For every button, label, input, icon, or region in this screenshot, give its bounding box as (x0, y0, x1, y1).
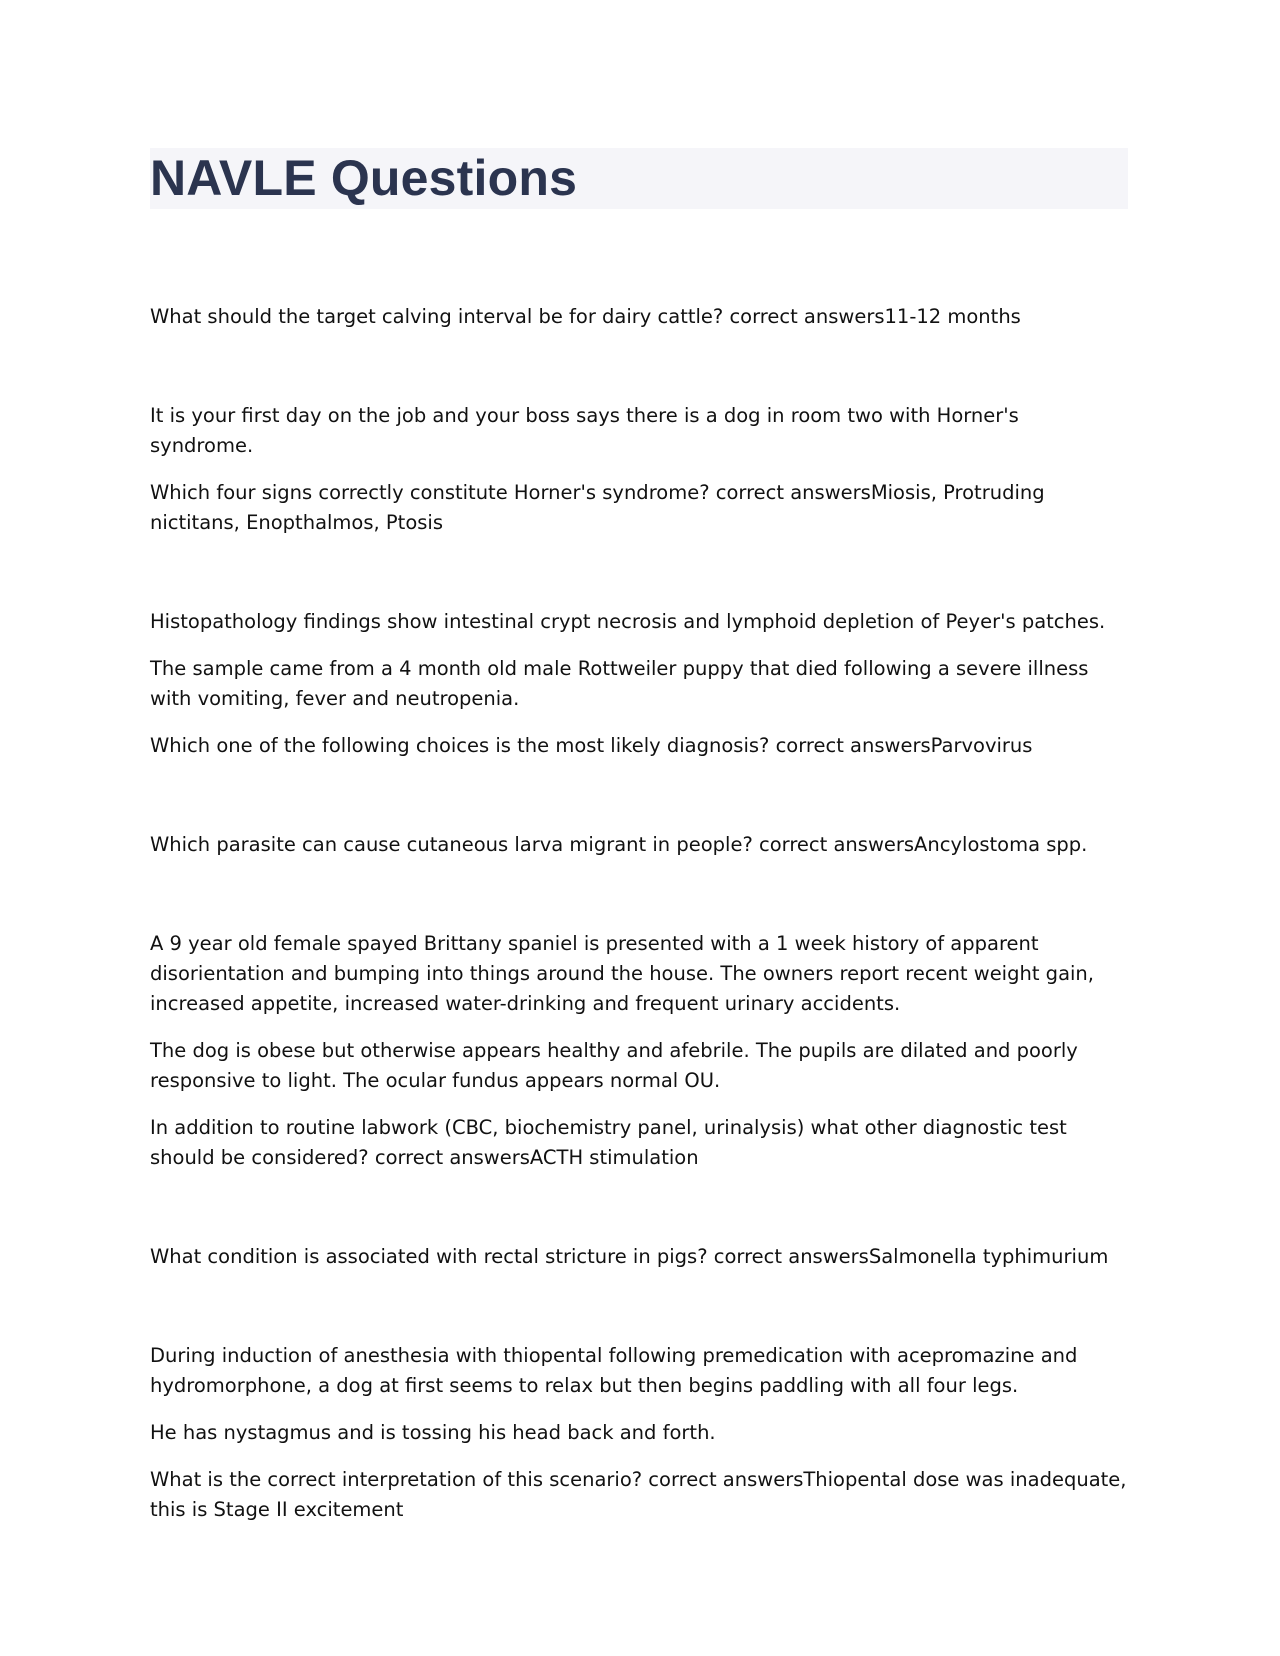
question-block (150, 607, 1128, 761)
question-paragraph: It is your first day on the job and your boss says there is a dog in room two with Horner's syndrome. (150, 404, 1019, 457)
question-block (150, 1242, 1128, 1272)
question-paragraph: What condition is associated with rectal stricture in pigs? correct answersSalmonella typhimurium (150, 1245, 1109, 1268)
question-block (150, 302, 1128, 332)
question-paragraph: What should the target calving interval be for dairy cattle? correct answers11-12 months (150, 305, 1021, 328)
question-block (150, 929, 1128, 1173)
question-paragraph: Which four signs correctly constitute Horner's syndrome? correct answersMiosis, Protruding nictitans, Enopthalmos, Ptosis (150, 481, 1045, 534)
question-list (150, 302, 1128, 1525)
question-paragraph: Which one of the following choices is the most likely diagnosis? correct answersParvovirus (150, 734, 1033, 757)
title-banner (150, 148, 1128, 209)
question-block (150, 830, 1128, 860)
question-paragraph: A 9 year old female spayed Brittany spaniel is presented with a 1 week history of apparent disorientation and bumping into things around the house. The owners report recent weight gain, increased appetite, increased water-drinking and frequent urinary accidents. (150, 932, 1094, 1015)
question-block (150, 401, 1128, 538)
question-paragraph: Which parasite can cause cutaneous larva migrant in people? correct answersAncylostoma spp. (150, 833, 1088, 856)
question-block (150, 1341, 1128, 1525)
question-paragraph: In addition to routine labwork (CBC, biochemistry panel, urinalysis) what other diagnostic test should be considered? correct answersACTH stimulation (150, 1116, 1067, 1169)
question-paragraph: During induction of anesthesia with thiopental following premedication with acepromazine and hydromorphone, a dog at first seems to relax but then begins paddling with all four legs. (150, 1344, 1078, 1397)
document-page (150, 148, 1128, 1594)
question-paragraph: The sample came from a 4 month old male Rottweiler puppy that died following a severe illness with vomiting, fever and neutropenia. (150, 657, 1089, 710)
question-paragraph: Histopathology findings show intestinal crypt necrosis and lymphoid depletion of Peyer's patches. (150, 610, 1106, 633)
question-paragraph: The dog is obese but otherwise appears healthy and afebrile. The pupils are dilated and poorly responsive to light. The ocular fundus appears normal OU. (150, 1039, 1078, 1092)
question-paragraph: He has nystagmus and is tossing his head back and forth. (150, 1421, 716, 1444)
question-paragraph: What is the correct interpretation of this scenario? correct answersThiopental dose was inadequate, this is Stage II excitement (150, 1468, 1127, 1521)
page-title: NAVLE Questions (150, 150, 578, 206)
